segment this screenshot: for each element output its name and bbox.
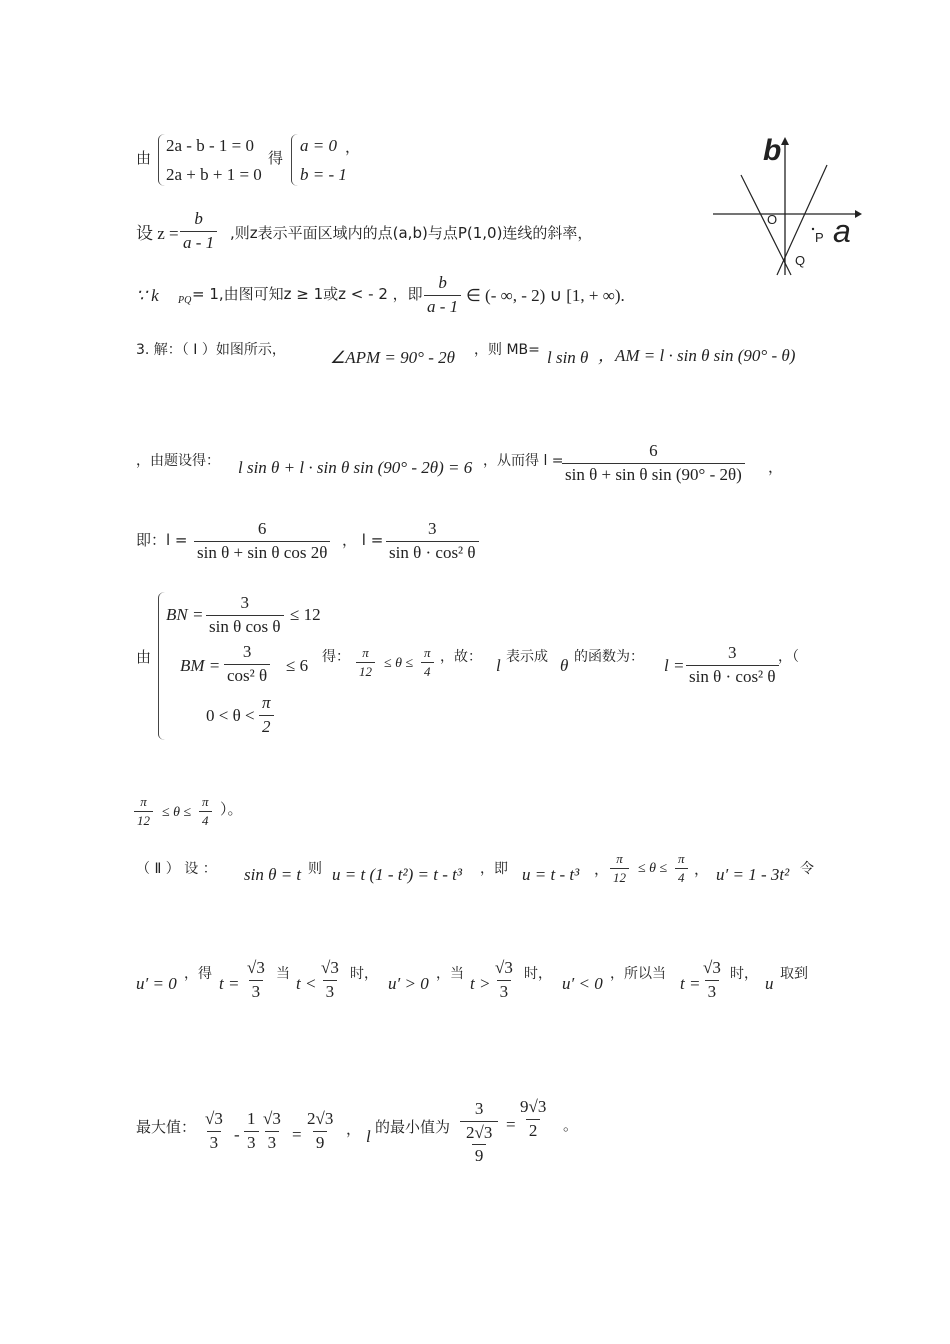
text-gu: ，故： bbox=[440, 649, 482, 665]
text-hanshu: 的函数为： bbox=[574, 649, 644, 665]
a-axis-arrow-icon bbox=[855, 210, 862, 218]
frac-num: π bbox=[424, 645, 431, 660]
open-paren: ，（ bbox=[778, 649, 799, 665]
frac-num: 6 bbox=[649, 441, 658, 460]
frac-den: 3 bbox=[705, 980, 720, 1002]
fraction-pi-over-12-2 bbox=[134, 795, 153, 829]
inner-den: 9 bbox=[472, 1144, 487, 1166]
label-b: b bbox=[763, 134, 782, 167]
substitution: sin θ = t bbox=[244, 865, 302, 884]
text-de-2: 得： bbox=[322, 649, 350, 665]
frac-num: π bbox=[616, 851, 623, 866]
frac-den: sin θ cos θ bbox=[206, 615, 284, 637]
fraction-3-over-compound bbox=[460, 1100, 498, 1166]
ji-l: 即：l = bbox=[136, 531, 188, 549]
frac-num: 3 bbox=[240, 593, 250, 612]
frac-num: π bbox=[202, 794, 209, 809]
text-ji: ，即 bbox=[480, 861, 508, 877]
label-o: O bbox=[767, 212, 778, 227]
frac-den: sin θ + sin θ cos 2θ bbox=[194, 541, 330, 563]
define-z-prefix: 设 z = bbox=[136, 224, 179, 243]
comma: ， bbox=[345, 138, 361, 156]
t-gt: t > bbox=[470, 974, 491, 993]
t-eq-2: t = bbox=[680, 974, 701, 993]
bn-label: BN = bbox=[166, 605, 204, 624]
fraction-l-1 bbox=[562, 442, 745, 484]
comma: ， bbox=[768, 458, 784, 476]
fraction-pi-over-4 bbox=[421, 646, 434, 680]
frac-den: 3 bbox=[207, 1131, 222, 1153]
frac-den: 4 bbox=[675, 868, 688, 885]
frac-num: 9√3 bbox=[520, 1097, 547, 1116]
period: 。 bbox=[563, 1116, 579, 1134]
frac-den: 4 bbox=[199, 811, 212, 828]
frac-num: 1 bbox=[247, 1109, 256, 1128]
given-equation: l sin θ + l · sin θ sin (90° - 2θ) = 6 bbox=[238, 458, 473, 477]
label-q: Q bbox=[795, 253, 806, 268]
text-ze: 则 bbox=[308, 861, 322, 877]
frac-den: 2 bbox=[526, 1119, 541, 1141]
fraction-sqrt3-over-3-2 bbox=[318, 959, 342, 1001]
u-negative: u′ < 0 bbox=[562, 974, 603, 993]
frac-num: 3 bbox=[474, 1099, 484, 1118]
frac-den: cos² θ bbox=[224, 664, 270, 686]
frac-den: 3 bbox=[244, 1131, 259, 1153]
frac-den: a - 1 bbox=[424, 295, 461, 317]
frac-den: sin θ + sin θ sin (90° - 2θ) bbox=[562, 463, 745, 485]
frac-num: √3 bbox=[263, 1109, 281, 1128]
frac-num: π bbox=[678, 851, 685, 866]
frac-den: 3 bbox=[265, 1131, 280, 1153]
frac-num: 6 bbox=[257, 519, 267, 538]
frac-den: 3 bbox=[497, 980, 512, 1002]
fraction-b-over-a-minus-1-2 bbox=[424, 274, 461, 316]
given-prefix: ，由题设得： bbox=[136, 453, 220, 469]
equals: = bbox=[292, 1125, 302, 1144]
slope-text: = 1,由图可知z ≥ 1或z < - 2 ，即 bbox=[192, 285, 423, 303]
fraction-sqrt3-over-3 bbox=[244, 959, 268, 1001]
frac-den: 9 bbox=[313, 1131, 328, 1153]
frac-num: 3 bbox=[728, 643, 737, 662]
theta-symbol: θ bbox=[560, 656, 569, 675]
l-eq-3: l = bbox=[664, 656, 685, 675]
frac-num: √3 bbox=[321, 958, 339, 977]
comma: ， bbox=[346, 1120, 362, 1138]
text-max: 最大值： bbox=[136, 1118, 197, 1136]
frac-den: 12 bbox=[610, 868, 629, 885]
l-symbol-2: l bbox=[366, 1127, 371, 1146]
frac-num: √3 bbox=[703, 958, 721, 977]
text-ling: 令 bbox=[800, 861, 814, 877]
define-z-text: ,则z表示平面区域内的点(a,b)与点P(1,0)连线的斜率， bbox=[230, 224, 593, 242]
frac-num: √3 bbox=[247, 958, 265, 977]
then-mb: ，则 MB= bbox=[474, 342, 540, 358]
frac-den: sin θ · cos² θ bbox=[686, 665, 779, 687]
fraction-l-3 bbox=[386, 520, 479, 562]
text-you-2: 由 bbox=[136, 648, 152, 666]
text-shi-2: 时， bbox=[524, 966, 552, 982]
frac-den: 4 bbox=[421, 662, 434, 679]
frac-den: 3 bbox=[323, 980, 338, 1002]
fraction-l-4 bbox=[686, 644, 779, 686]
fraction-9sqrt3-over-2 bbox=[517, 1098, 549, 1140]
text-dang-2: ，当 bbox=[436, 966, 464, 982]
label-a: a bbox=[833, 213, 851, 249]
am-expression: ，AM = l · sin θ sin (90° - θ) bbox=[598, 346, 796, 365]
frac-num: √3 bbox=[495, 958, 513, 977]
frac-den: sin θ · cos² θ bbox=[386, 541, 479, 563]
fraction-pi-over-4-2 bbox=[199, 795, 212, 829]
equation-row-1: 2a - b - 1 = 0 bbox=[166, 136, 254, 155]
derivative: u′ = 1 - 3t² bbox=[716, 865, 790, 884]
brace-left-1 bbox=[158, 134, 165, 186]
fraction-sqrt3-over-3-5 bbox=[202, 1110, 226, 1152]
text-de-3: ，得 bbox=[184, 966, 212, 982]
frac-num: 3 bbox=[242, 642, 252, 661]
inner-num: 2√3 bbox=[466, 1122, 493, 1142]
u-prime-zero: u′ = 0 bbox=[136, 974, 177, 993]
frac-num: √3 bbox=[205, 1109, 223, 1128]
u-expression-2: u = t - t³ bbox=[522, 865, 580, 884]
part2-heading: （ Ⅱ ） 设 ： bbox=[136, 861, 217, 877]
b-axis-arrow-icon bbox=[781, 137, 789, 145]
frac-num: π bbox=[262, 693, 271, 712]
frac-den: 2 bbox=[259, 715, 274, 737]
fraction-pi-over-12-3 bbox=[610, 852, 629, 886]
fraction-sqrt3-over-3-6 bbox=[260, 1110, 284, 1152]
fraction-bn bbox=[206, 594, 284, 636]
q3-heading: 3. 解：（ Ⅰ ）如图所示， bbox=[136, 342, 286, 358]
u-positive: u′ > 0 bbox=[388, 974, 429, 993]
frac-den bbox=[460, 1121, 498, 1166]
label-p: P bbox=[815, 230, 824, 245]
fraction-pi-over-2 bbox=[259, 694, 274, 736]
point-p bbox=[812, 228, 814, 230]
brace-left-2 bbox=[291, 134, 298, 186]
u-expression: u = t (1 - t²) = t - t³ bbox=[332, 865, 462, 884]
range-expression: ∈ (- ∞, - 2) ∪ [1, + ∞). bbox=[466, 286, 625, 305]
fraction-sqrt3-over-3-4 bbox=[700, 959, 724, 1001]
fraction-pi-over-4-3 bbox=[675, 852, 688, 886]
fraction-pi-over-12 bbox=[356, 646, 375, 680]
inequality: ≤ θ ≤ bbox=[384, 656, 414, 671]
text-qudao: 取到 bbox=[780, 966, 808, 982]
solution-b: b = - 1 bbox=[300, 165, 347, 184]
minus: - bbox=[234, 1125, 240, 1144]
theta-range: 0 < θ < bbox=[206, 706, 255, 725]
brace-left-3 bbox=[158, 592, 165, 740]
fraction-l-2 bbox=[194, 520, 330, 562]
l-symbol: l bbox=[496, 656, 501, 675]
k-subscript: PQ bbox=[178, 295, 192, 306]
text-you: 由 bbox=[136, 149, 152, 167]
t-lt: t < bbox=[296, 974, 317, 993]
frac-num: b bbox=[438, 273, 447, 292]
frac-num: π bbox=[362, 645, 369, 660]
thus-l: ，从而得 l = bbox=[483, 453, 564, 469]
frac-num: π bbox=[140, 794, 147, 809]
mb-expression: l sin θ bbox=[547, 348, 589, 367]
fraction-bm bbox=[224, 643, 270, 685]
text-de: 得 bbox=[268, 149, 284, 167]
frac-num: b bbox=[194, 209, 203, 228]
frac-num: 2√3 bbox=[307, 1109, 334, 1128]
inequality-3: ≤ θ ≤ bbox=[638, 861, 668, 876]
text-biaoshi: 表示成 bbox=[506, 649, 548, 665]
comma-2: ， bbox=[694, 860, 710, 878]
equation-row-2: 2a + b + 1 = 0 bbox=[166, 165, 262, 184]
fraction-1-over-3 bbox=[244, 1110, 259, 1152]
text-suoyi: ，所以当 bbox=[610, 966, 666, 982]
frac-den: 12 bbox=[356, 662, 375, 679]
l-eq-2: ， l = bbox=[342, 531, 384, 549]
text-shi: 时， bbox=[350, 966, 378, 982]
because-k: ∵ k bbox=[136, 286, 159, 305]
bm-bound: ≤ 6 bbox=[286, 656, 309, 675]
u-symbol: u bbox=[765, 974, 774, 993]
bm-label: BM = bbox=[180, 656, 221, 675]
close-paren: ）。 bbox=[220, 800, 243, 818]
text-dang: 当 bbox=[276, 966, 290, 982]
fraction-b-over-a-minus-1 bbox=[180, 210, 217, 252]
comma: ， bbox=[594, 860, 610, 878]
frac-den: 12 bbox=[134, 811, 153, 828]
solution-a: a = 0 bbox=[300, 136, 337, 155]
t-eq: t = bbox=[219, 974, 240, 993]
angle-apm: ∠APM = 90° - 2θ bbox=[330, 348, 455, 367]
fraction-2sqrt3-over-9 bbox=[304, 1110, 336, 1152]
text-shi-3: 时， bbox=[730, 966, 758, 982]
frac-den: 3 bbox=[249, 980, 264, 1002]
equals-2: = bbox=[506, 1115, 516, 1134]
frac-num: 3 bbox=[428, 519, 437, 538]
inequality-2: ≤ θ ≤ bbox=[162, 805, 192, 820]
bn-bound: ≤ 12 bbox=[290, 605, 321, 624]
text-min: 的最小值为 bbox=[375, 1118, 451, 1136]
frac-den: a - 1 bbox=[180, 231, 217, 253]
coordinate-figure bbox=[705, 125, 865, 280]
fraction-sqrt3-over-3-3 bbox=[492, 959, 516, 1001]
